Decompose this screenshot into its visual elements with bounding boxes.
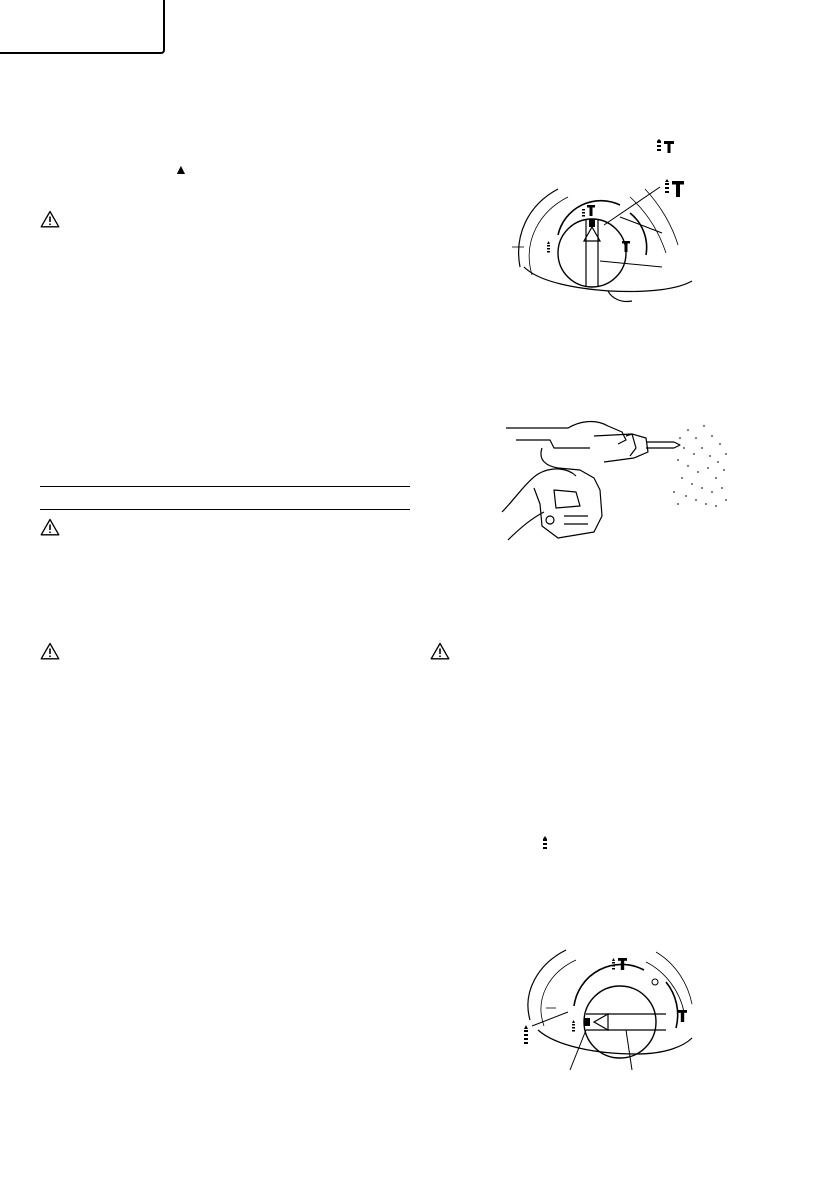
warning-triangle-icon <box>40 642 60 660</box>
drill-mode-icon <box>541 836 549 852</box>
section-rule-top <box>40 486 410 487</box>
warning-triangle-icon <box>430 642 450 660</box>
section-rule-bottom <box>40 509 410 510</box>
page-header-tab <box>0 0 165 54</box>
figure-drilling <box>498 408 730 548</box>
figure-mode-dial-top <box>510 175 700 305</box>
figure-mode-dial-bottom <box>516 942 696 1074</box>
arrow-marker: ▲ <box>174 161 188 177</box>
warning-triangle-icon <box>40 518 60 536</box>
warning-triangle-icon <box>40 210 60 228</box>
hammer-drill-mode-icon <box>656 139 676 155</box>
